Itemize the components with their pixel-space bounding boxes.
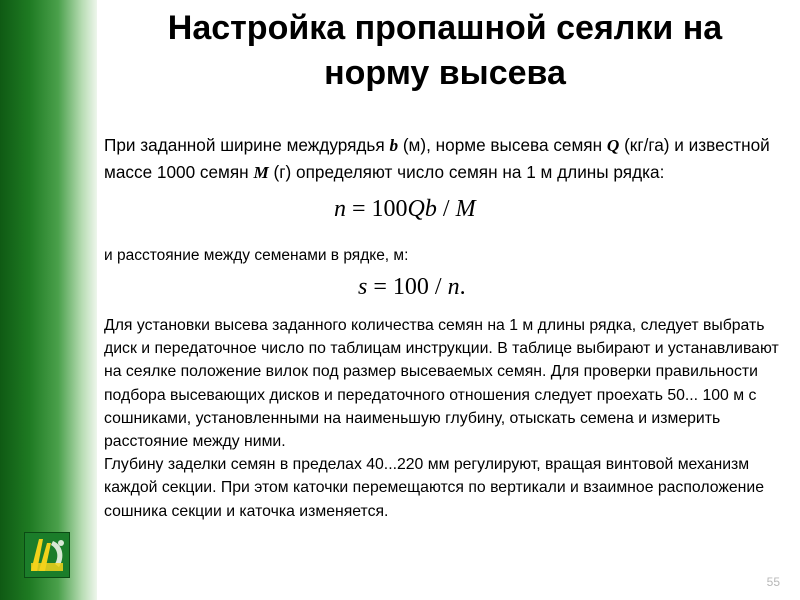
university-logo — [24, 532, 70, 578]
formula2-eq: = — [367, 274, 393, 300]
var-b: b — [389, 136, 399, 155]
body-text-2: Глубину заделки семян в пределах 40...220 мм регулируют, вращая винтовой механизм каждой секции. При этом каточки перемещаются по вертикали и взаимное расположение сошника секции и каточка изменяется. — [104, 456, 765, 520]
intro-part3: (кг/га) и известной массе 1000 семян — [104, 135, 770, 182]
distance-paragraph: и расстояние между семенами в рядке, м: — [104, 247, 409, 264]
formula1-lhs: n — [334, 196, 346, 222]
formula1-den: M — [455, 196, 476, 222]
formula-seed-spacing — [358, 274, 466, 301]
var-m: M — [253, 163, 269, 182]
slide-title — [100, 6, 790, 96]
intro-paragraph — [104, 132, 784, 186]
formula1-eq: = — [346, 196, 372, 222]
logo-emblem-icon — [25, 533, 69, 577]
formula1-div: / — [436, 196, 456, 222]
body-text-1: Для установки высева заданного количества семян на 1 м длины рядка, следует выбрать диск и передаточное число по таблицам инструкции. В таблице выбирают и устанавливают на сеялке положение вилок под размер высеваемых семян. Для проверки правильности подбора высевающих дисков и передаточного отношения следует проехать 50... 100 м с сошниками, установленными на наименьшую глубину, отыскать семена и измерить расстояние между ними. — [104, 317, 779, 451]
slide-title-line2: норму высева — [324, 54, 566, 92]
formula1-num: 100 — [371, 196, 408, 222]
body-paragraph — [104, 314, 784, 523]
formula-seed-count — [334, 196, 476, 223]
formula2-end: . — [459, 274, 466, 300]
green-sidebar — [0, 0, 97, 600]
intro-part1: При заданной ширине междурядья — [104, 135, 390, 155]
formula2-div: / — [428, 274, 448, 300]
intro-part2: (м), норме высева семян — [398, 135, 607, 155]
formula1-vars: Qb — [407, 196, 437, 222]
slide-title-line1: Настройка пропашной сеялки на — [167, 9, 723, 47]
formula2-lhs: s — [358, 274, 368, 300]
page-number: 55 — [766, 575, 780, 589]
intro-part4: (г) определяют число семян на 1 м длины рядка: — [268, 162, 665, 182]
formula2-num: 100 — [392, 274, 429, 300]
var-q: Q — [606, 136, 620, 155]
formula2-den: n — [447, 274, 460, 300]
